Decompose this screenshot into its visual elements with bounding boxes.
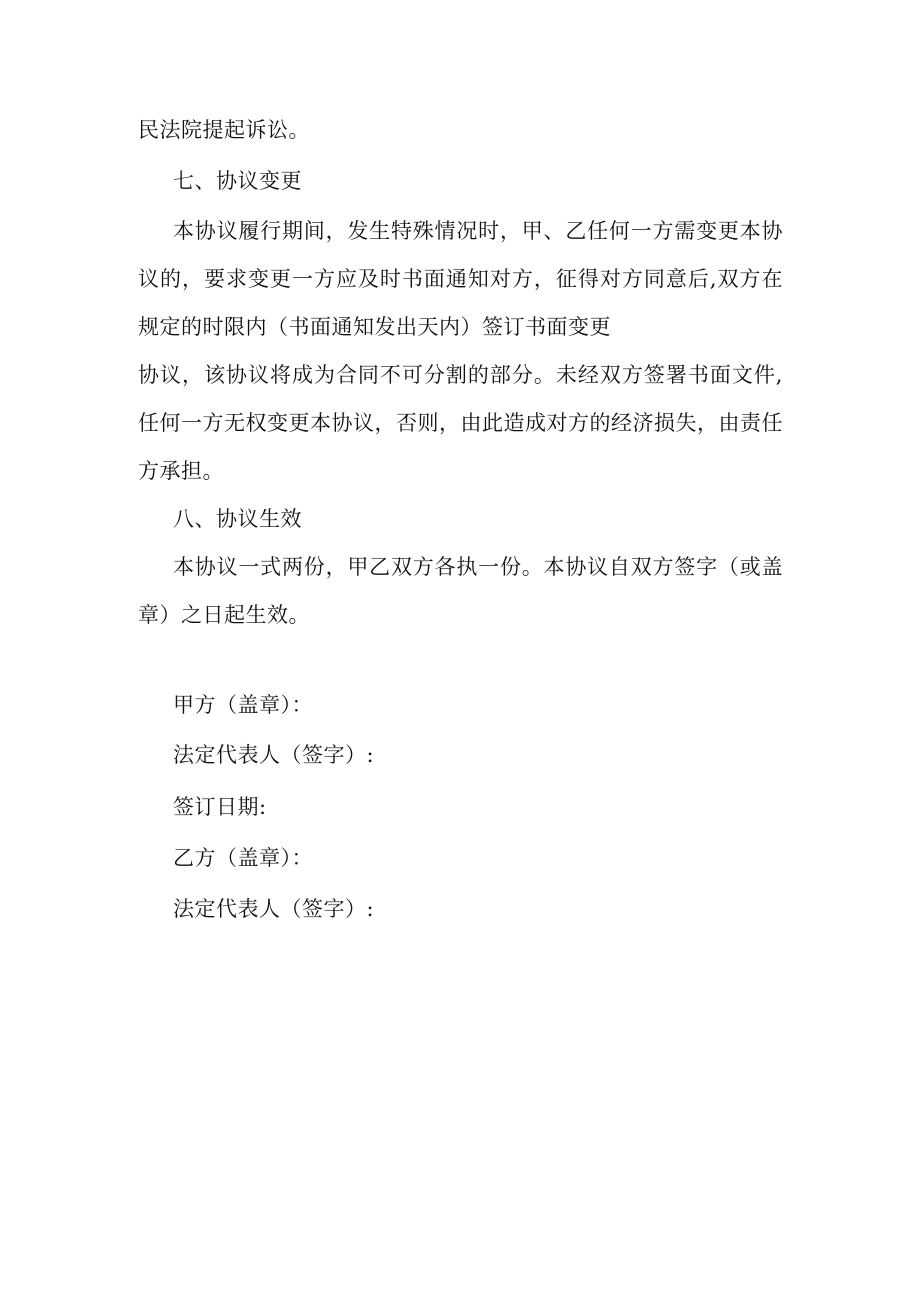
section-heading: 八、协议生效	[173, 507, 302, 531]
paragraph-line: 本协议履行期间，发生特殊情况时，甲、乙任何一方需变更本协	[173, 219, 783, 243]
paragraph-line: 本协议一式两份，甲乙双方各执一份。本协议自双方签字（或盖	[173, 555, 783, 579]
party-b-seal-field: 乙方（盖章）：	[173, 846, 313, 870]
paragraph-line: 方承担。	[138, 459, 224, 483]
paragraph-line: 章）之日起生效。	[138, 603, 310, 627]
paragraph-line: 民法院提起诉讼。	[138, 118, 310, 142]
section-heading: 七、协议变更	[173, 169, 302, 193]
paragraph-line: 协议，该协议将成为合同不可分割的部分。未经双方签署书面文件,	[138, 363, 783, 387]
signing-date-field: 签订日期:	[173, 795, 267, 819]
paragraph-line: 规定的时限内（书面通知发出天内）签订书面变更	[138, 315, 611, 339]
paragraph-line: 议的，要求变更一方应及时书面通知对方，征得对方同意后,双方在	[138, 267, 783, 291]
paragraph-line: 任何一方无权变更本协议，否则，由此造成对方的经济损失，由责任	[138, 411, 783, 435]
party-a-seal-field: 甲方（盖章）：	[173, 693, 313, 717]
party-b-representative-field: 法定代表人（签字）:	[173, 897, 375, 921]
party-a-representative-field: 法定代表人（签字）:	[173, 743, 375, 767]
